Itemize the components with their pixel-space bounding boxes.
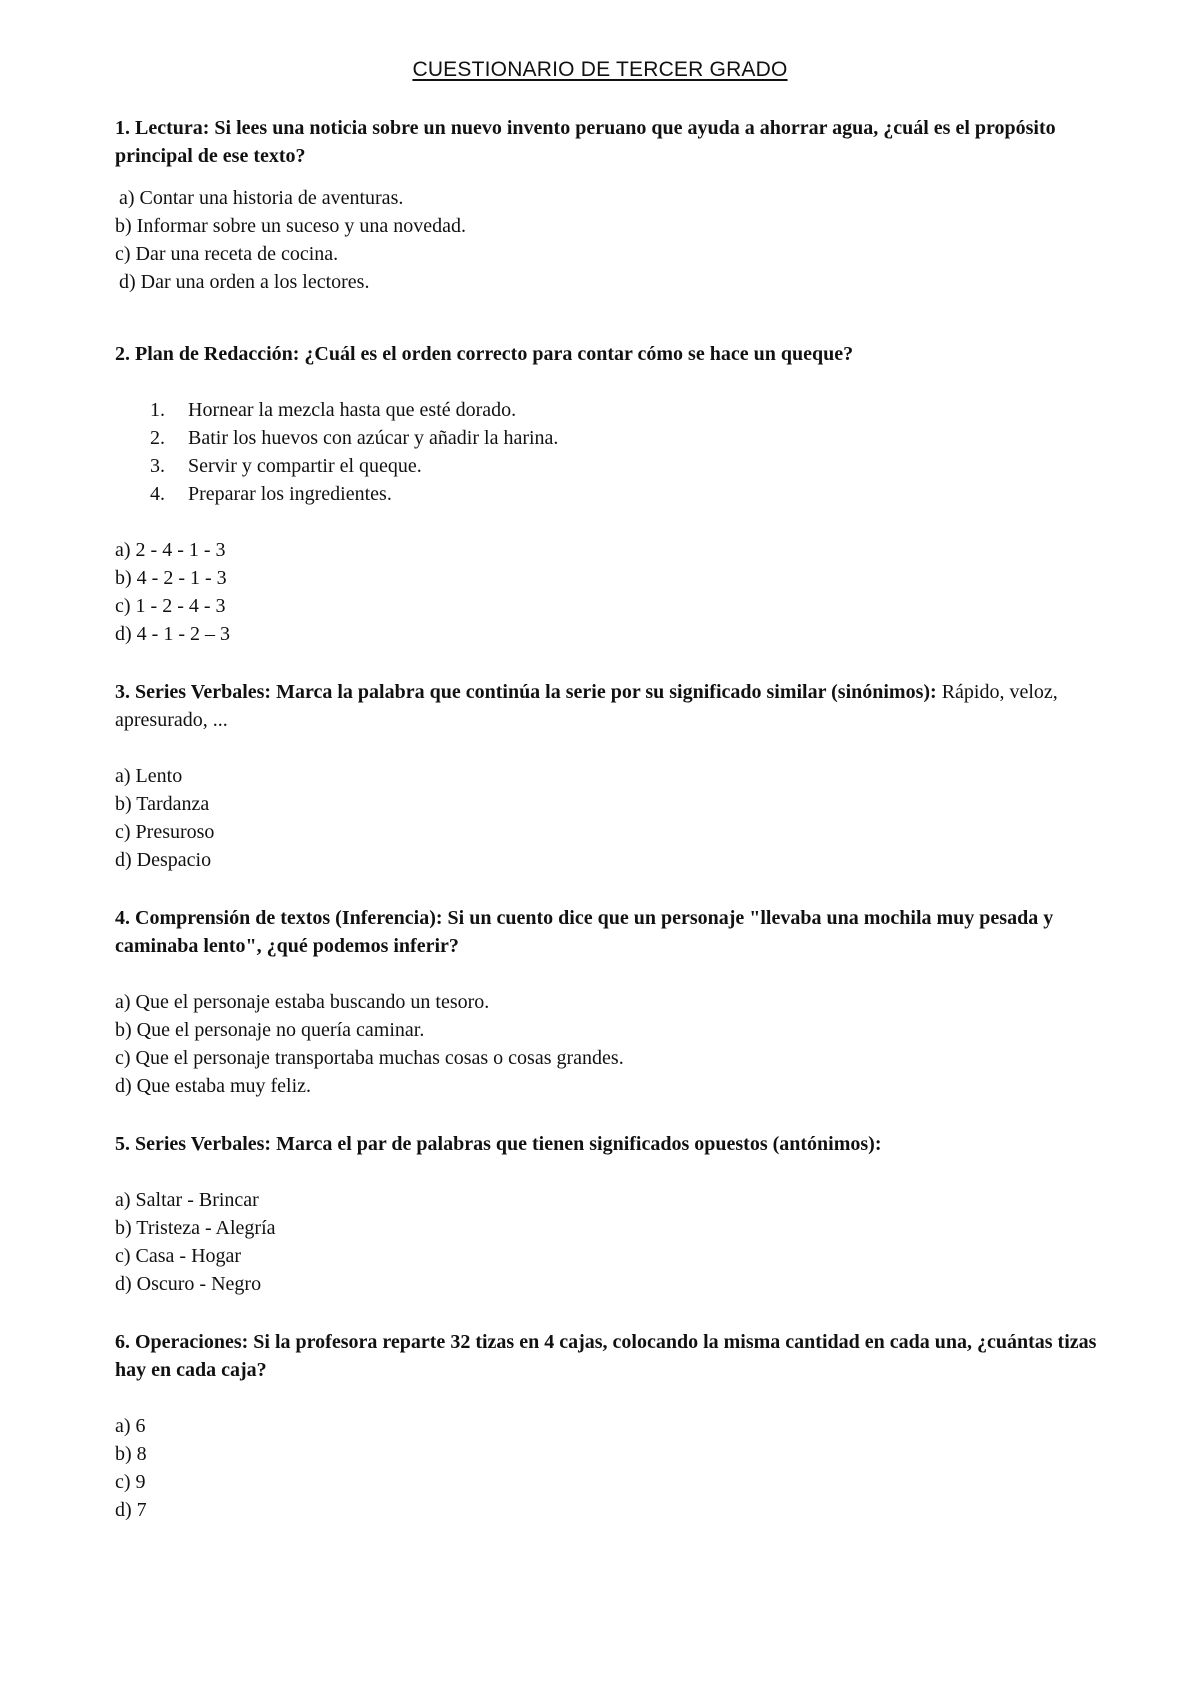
option-5c: c) Casa - Hogar	[115, 1245, 242, 1267]
option-6c: c) 9	[115, 1471, 146, 1493]
option-3a: a) Lento	[115, 765, 183, 787]
question-6-stem: 6. Operaciones: Si la profesora reparte 32 tizas en 4 cajas, colocando la misma cantidad en cada una, ¿cuántas tizas hay en cada caja?	[115, 1331, 1097, 1381]
question-6-options	[115, 1412, 1105, 1524]
question-6	[115, 1328, 1105, 1384]
question-1-stem: 1. Lectura: Si lees una noticia sobre un nuevo invento peruano que ayuda a ahorrar agua, ¿cuál es el propósito principal de ese texto?	[115, 117, 1056, 167]
question-5-stem: 5. Series Verbales: Marca el par de palabras que tienen significados opuestos (antónimos):	[115, 1133, 882, 1155]
question-1-options	[115, 184, 1105, 296]
step-2	[150, 424, 558, 452]
question-5	[115, 1130, 1105, 1158]
step-3	[150, 452, 558, 480]
question-4-stem: 4. Comprensión de textos (Inferencia): Si un cuento dice que un personaje "llevaba una mochila muy pesada y caminaba lento", ¿qué podemos inferir?	[115, 907, 1054, 957]
option-5a: a) Saltar - Brincar	[115, 1189, 259, 1211]
option-3b: b) Tardanza	[115, 793, 210, 815]
option-1b: b) Informar sobre un suceso y una novedad.	[115, 215, 467, 237]
question-2-steps	[150, 396, 558, 508]
option-6d: d) 7	[115, 1499, 147, 1521]
option-3c: c) Presuroso	[115, 821, 215, 843]
question-1	[115, 114, 1105, 170]
option-2d: d) 4 - 1 - 2 – 3	[115, 623, 230, 645]
question-3-stem-plain: Rápido, veloz, apresurado, ...	[115, 681, 1058, 731]
question-3	[115, 678, 1105, 734]
step-3-text: Servir y compartir el queque.	[188, 455, 422, 477]
option-4c: c) Que el personaje transportaba muchas cosas o cosas grandes.	[115, 1047, 624, 1069]
option-5b: b) Tristeza - Alegría	[115, 1217, 276, 1239]
option-2b: b) 4 - 2 - 1 - 3	[115, 567, 227, 589]
step-1-text: Hornear la mezcla hasta que esté dorado.	[188, 399, 517, 421]
question-3-stem	[115, 678, 1105, 734]
option-4d: d) Que estaba muy feliz.	[115, 1075, 312, 1097]
step-2-num: 2.	[150, 427, 165, 449]
step-4-text: Preparar los ingredientes.	[188, 483, 392, 505]
option-6a: a) 6	[115, 1415, 146, 1437]
step-3-num: 3.	[150, 455, 165, 477]
option-6b: b) 8	[115, 1443, 147, 1465]
question-4-options	[115, 988, 1105, 1100]
question-2-stem: 2. Plan de Redacción: ¿Cuál es el orden correcto para contar cómo se hace un queque?	[115, 343, 854, 365]
option-5d: d) Oscuro - Negro	[115, 1273, 262, 1295]
option-4a: a) Que el personaje estaba buscando un tesoro.	[115, 991, 490, 1013]
step-4-num: 4.	[150, 483, 165, 505]
step-1	[150, 396, 558, 424]
page-title: CUESTIONARIO DE TERCER GRADO	[412, 58, 788, 81]
option-1a: a) Contar una historia de aventuras.	[119, 187, 404, 209]
option-2a: a) 2 - 4 - 1 - 3	[115, 539, 226, 561]
option-1d: d) Dar una orden a los lectores.	[119, 271, 370, 293]
option-3d: d) Despacio	[115, 849, 212, 871]
question-3-stem-bold: 3. Series Verbales: Marca la palabra que continúa la serie por su significado similar (sinónimos):	[115, 681, 937, 703]
question-3-options	[115, 762, 1105, 874]
option-2c: c) 1 - 2 - 4 - 3	[115, 595, 226, 617]
question-2-options	[115, 536, 1105, 648]
question-5-options	[115, 1186, 1105, 1298]
option-1c: c) Dar una receta de cocina.	[115, 243, 339, 265]
step-1-num: 1.	[150, 399, 165, 421]
step-2-text: Batir los huevos con azúcar y añadir la harina.	[188, 427, 559, 449]
option-4b: b) Que el personaje no quería caminar.	[115, 1019, 425, 1041]
step-4	[150, 480, 558, 508]
question-2	[115, 340, 1105, 368]
question-4	[115, 904, 1105, 960]
